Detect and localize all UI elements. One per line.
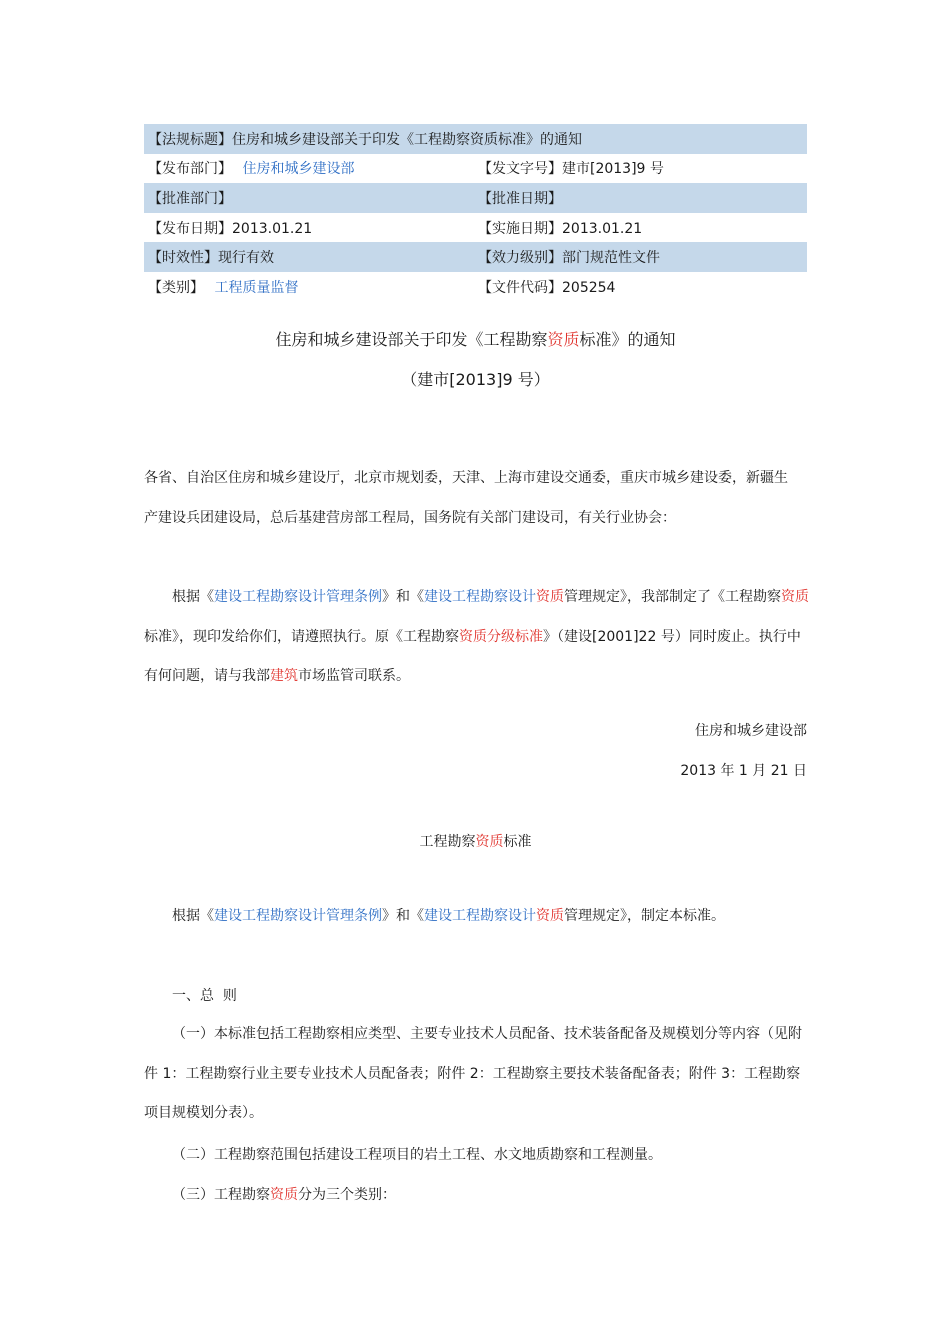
meta-row-validity: [144, 242, 807, 272]
document-title: 住房和城乡建设部关于印发《工程勘察资质标准》的通知: [275, 330, 676, 349]
keyword-zizhi: 资质: [547, 330, 580, 349]
keyword-zizhi: 资质: [536, 908, 564, 924]
body-paragraph: 根据《建设工程勘察设计管理条例》和《建设工程勘察设计资质管理规定》，我部制定了《工程勘察资质标准》，现印发给你们，请遵照执行。原《工程勘察资质分级标准》（建设[2001]22 号）同时废止。执行中有何问题，请与我部建筑市场监管司联系。: [144, 589, 809, 684]
docno-label: 【发文字号】: [478, 161, 562, 178]
qualification-rule-link[interactable]: 建设工程勘察设计: [424, 589, 536, 605]
meta-row-title: [144, 124, 807, 154]
title-value: 住房和城乡建设部关于印发《工程勘察资质标准》的通知: [232, 131, 582, 148]
level-label: 【效力级别】: [478, 250, 562, 267]
keyword-zizhi: 资质: [270, 1187, 298, 1203]
meta-row-approval: [144, 183, 807, 213]
standard-intro: 根据《建设工程勘察设计管理条例》和《建设工程勘察设计资质管理规定》，制定本标准。: [172, 908, 725, 924]
dept-label: 【发布部门】: [148, 161, 232, 178]
category-label: 【类别】: [148, 279, 204, 296]
validity-label: 【时效性】: [148, 250, 218, 267]
document-number: （建市[2013]9 号）: [401, 370, 550, 389]
keyword-zizhi: 资质: [536, 589, 564, 605]
regulation-link[interactable]: 建设工程勘察设计管理条例: [214, 589, 382, 605]
meta-row-dept: [144, 154, 807, 184]
category-link[interactable]: 工程质量监督: [214, 279, 299, 296]
code-value: 205254: [562, 279, 616, 296]
meta-row-category: [144, 272, 807, 302]
meta-row-dates: [144, 213, 807, 243]
keyword-zizhi: 资质: [781, 589, 809, 605]
approve-date-label: 【批准日期】: [478, 190, 562, 207]
keyword-grade-standard: 资质分级标准: [459, 628, 543, 645]
keyword-zizhi: 资质: [475, 834, 504, 850]
regulation-metadata-table: [144, 124, 807, 302]
section-item-2: （二）工程勘察范围包括建设工程项目的岩土工程、水文地质勘察和工程测量。: [172, 1147, 662, 1163]
qualification-rule-link[interactable]: 建设工程勘察设计: [424, 908, 536, 924]
code-label: 【文件代码】: [478, 279, 562, 296]
validity-value: 现行有效: [218, 250, 274, 267]
pub-date-value: 2013.01.21: [232, 220, 313, 237]
regulation-link[interactable]: 建设工程勘察设计管理条例: [214, 908, 382, 924]
pub-date-label: 【发布日期】: [148, 220, 232, 237]
keyword-jianzhu: 建筑: [270, 668, 298, 684]
impl-date-value: 2013.01.21: [562, 220, 643, 237]
section-item-1: （一）本标准包括工程勘察相应类型、主要专业技术人员配备、技术装备配备及规模划分等内容（见附件 1：工程勘察行业主要专业技术人员配备表；附件 2：工程勘察主要技术装备配备表；附件 3：工程勘察项目规模划分表）。: [144, 1026, 802, 1121]
section-heading-general: 一、总 则: [172, 988, 237, 1004]
section-item-3: （三）工程勘察资质分为三个类别：: [172, 1187, 396, 1203]
addressees-line-2: 产建设兵团建设局，总后基建营房部工程局，国务院有关部门建设司，有关行业协会：: [144, 510, 676, 526]
title-label: 【法规标题】: [148, 131, 232, 148]
level-value: 部门规范性文件: [562, 250, 660, 267]
signature-date: 2013 年 1 月 21 日: [680, 763, 807, 779]
impl-date-label: 【实施日期】: [478, 220, 562, 237]
signature-org: 住房和城乡建设部: [695, 723, 807, 739]
dept-link[interactable]: 住房和城乡建设部: [242, 161, 355, 178]
standard-title: 工程勘察资质标准: [419, 834, 532, 850]
approve-dept-label: 【批准部门】: [148, 190, 232, 207]
docno-value: 建市[2013]9 号: [562, 161, 664, 178]
addressees-line-1: 各省、自治区住房和城乡建设厅，北京市规划委，天津、上海市建设交通委，重庆市城乡建设委，新疆生: [144, 470, 788, 486]
